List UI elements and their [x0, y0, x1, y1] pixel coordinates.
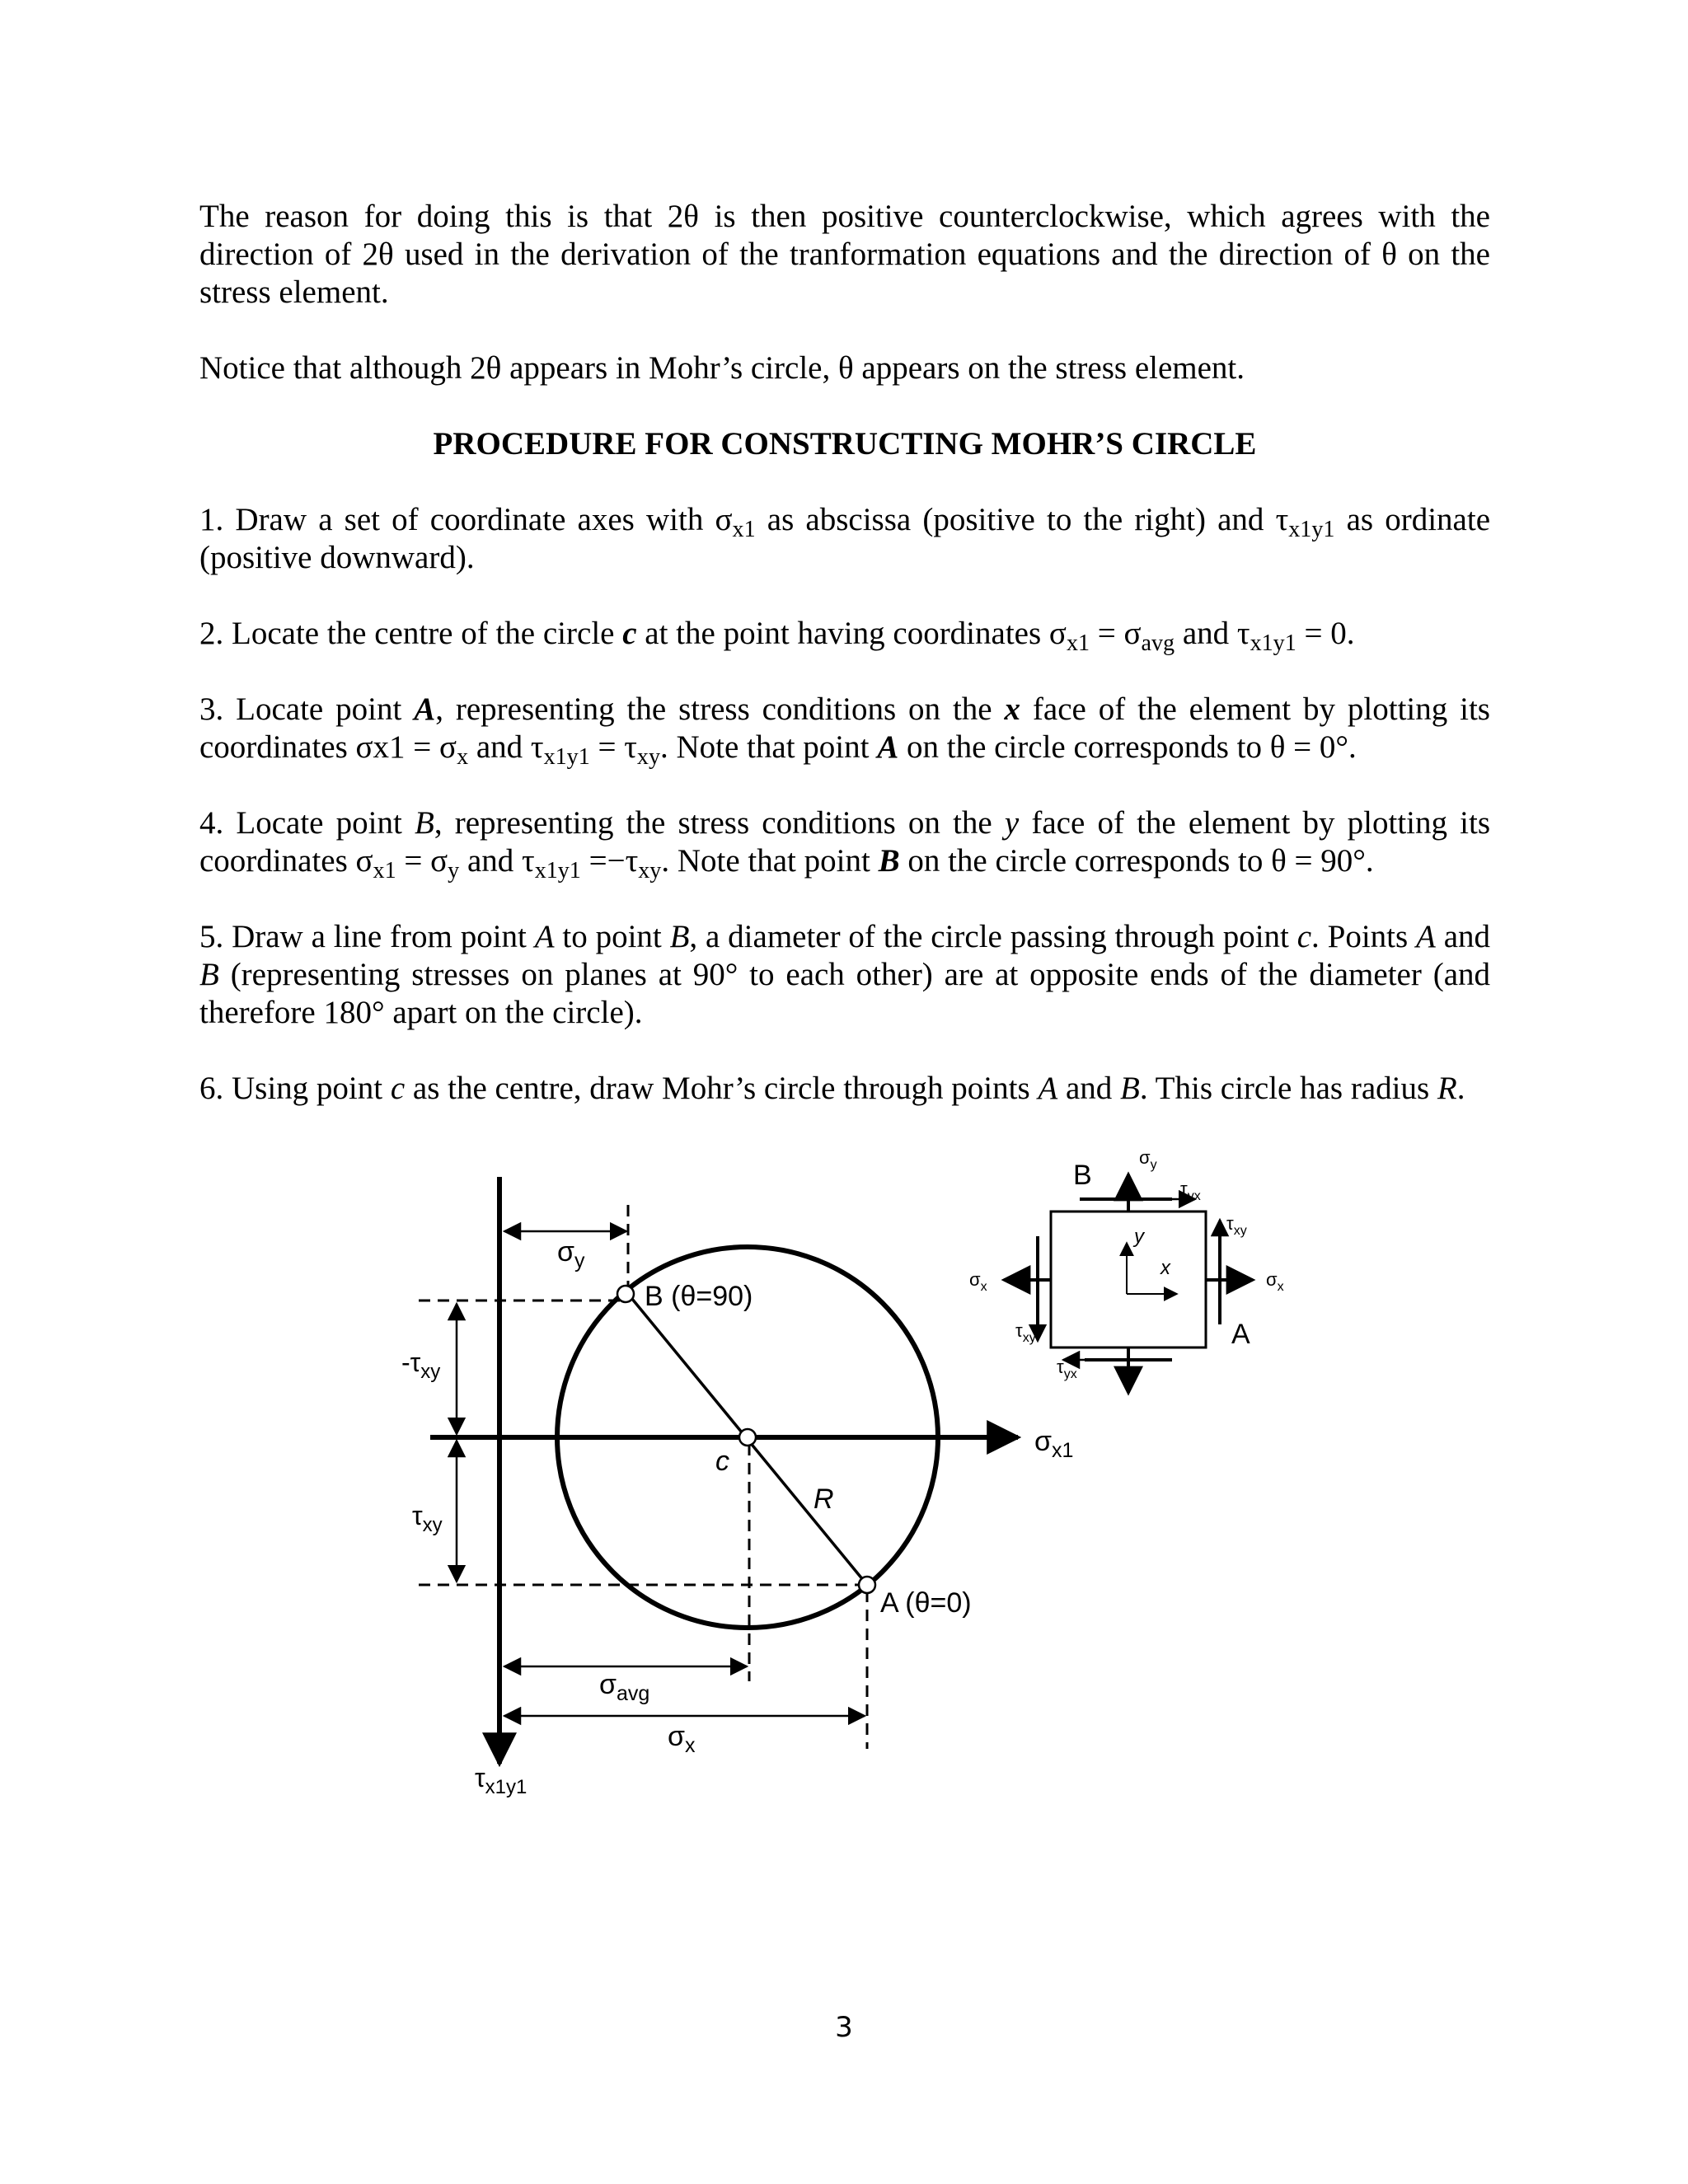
label-neg-tau-xy: $-\tau_{xy}$	[401, 1347, 441, 1383]
label-sigma-y: $\sigma_y$	[557, 1236, 585, 1272]
label-point-B: B (θ=90)	[645, 1281, 753, 1312]
element-label-B: B	[1073, 1160, 1092, 1191]
step-2: 2. Locate the centre of the circle c at the point having coordinates $\sigma_{x1} = \sigma_{avg}$ and $\tau_{x1y1} = 0$.	[199, 616, 1355, 656]
element-label-tau-yx-top: $\tau_{yx}$	[1180, 1179, 1201, 1203]
label-sigma-avg: $\sigma_{avg}$	[599, 1669, 650, 1705]
label-sigma-x1: $\sigma_{x1}$	[1034, 1426, 1074, 1462]
label-center: c	[715, 1446, 729, 1477]
label-sigma-x: $\sigma_x$	[668, 1721, 696, 1757]
element-axis-y: y	[1134, 1226, 1144, 1248]
point-B-marker	[617, 1286, 634, 1302]
section-heading: PROCEDURE FOR CONSTRUCTING MOHR’S CIRCLE	[433, 426, 1257, 462]
element-axis-x: x	[1160, 1257, 1170, 1279]
label-tau-x1y1: $\tau_{x1y1}$	[475, 1763, 528, 1798]
step-1: 1. Draw a set of coordinate axes with $\sigma_{x1}$ as abscissa (positive to the right) and $\tau_{x1y1}$ as ordinate (positive downward).	[199, 502, 1491, 575]
element-label-A: A	[1231, 1319, 1250, 1350]
paragraph-reason: The reason for doing this is that 2θ is then positive counterclockwise, which agrees with the direction of 2θ used in the derivation of the tranformation equations and the direction of θ on the stress element.	[199, 199, 1490, 310]
page-number: 3	[835, 2011, 853, 2044]
label-tau-xy: $\tau_{xy}$	[412, 1501, 443, 1536]
stress-element	[1004, 1174, 1253, 1393]
center-marker	[739, 1429, 756, 1446]
element-label-tau-yx-bottom: $\tau_{yx}$	[1057, 1357, 1077, 1381]
point-A-marker	[859, 1577, 875, 1593]
element-label-sigma-x-right: $\sigma_x$	[1266, 1269, 1284, 1294]
element-label-sigma-y: $\sigma_y$	[1139, 1147, 1157, 1172]
label-point-A: A (θ=0)	[880, 1587, 972, 1619]
step-4: 4. Locate point B, representing the stress conditions on the y face of the element by plotting its coordinates $\sigma_{x1} = \sigma_y$ and $\tau_{x1y1} =-\tau_{xy}$. Note that point B on the circle corresponds to θ = 90°.	[199, 805, 1491, 883]
paragraph-notice: Notice that although 2θ appears in Mohr’s circle, θ appears on the stress element.	[199, 350, 1245, 386]
element-label-tau-xy-right: $\tau_{xy}$	[1226, 1213, 1247, 1238]
step-6: 6. Using point c as the centre, draw Mohr’s circle through points A and B. This circle has radius R.	[199, 1071, 1465, 1106]
step-3: 3. Locate point A, representing the stress conditions on the x face of the element by plotting its coordinates $\sigma x1 = \sigma_x$ and $\tau_{x1y1} = \tau_{xy}$. Note that point A on the circle corresponds to θ = 0°.	[199, 691, 1490, 770]
element-label-sigma-x-left: $\sigma_x$	[969, 1269, 987, 1294]
label-radius: R	[814, 1483, 834, 1515]
element-label-tau-xy-left: $\tau_{xy}$	[1015, 1320, 1036, 1345]
step-5: 5. Draw a line from point A to point B, a diameter of the circle passing through point c. Points A and B (representing stresses on planes at 90° to each other) are at opposite ends of the diameter (and therefore 180° apart on the circle).	[199, 919, 1490, 1030]
